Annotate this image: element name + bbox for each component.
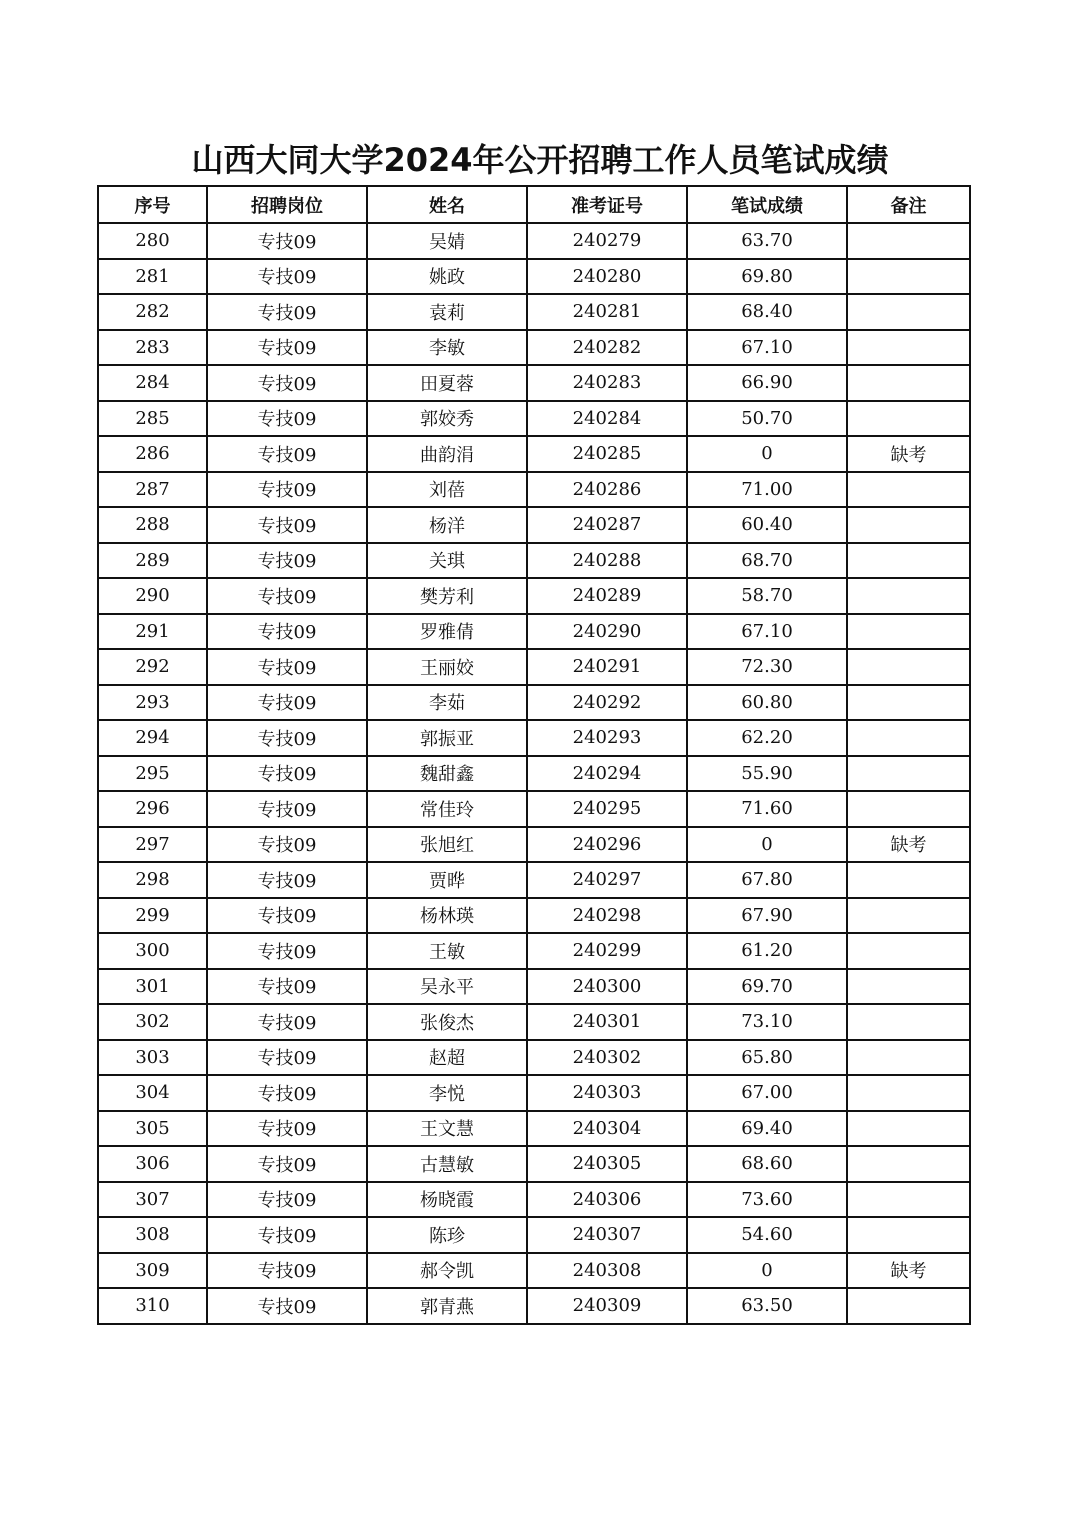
- cell-note: [847, 685, 970, 721]
- score-table: [97, 185, 971, 1325]
- cell-ticket: 240279: [527, 223, 687, 259]
- cell-note: [847, 472, 970, 508]
- cell-post: 专技09: [207, 827, 367, 863]
- table-row: [98, 1040, 970, 1076]
- cell-name: 郭青燕: [367, 1288, 527, 1324]
- cell-score: 50.70: [687, 401, 847, 437]
- cell-ticket: 240308: [527, 1253, 687, 1289]
- cell-note: 缺考: [847, 436, 970, 472]
- cell-note: [847, 1146, 970, 1182]
- cell-score: 68.60: [687, 1146, 847, 1182]
- cell-name: 张俊杰: [367, 1004, 527, 1040]
- cell-name: 杨晓霞: [367, 1182, 527, 1218]
- cell-seq: 283: [98, 330, 207, 366]
- cell-score: 58.70: [687, 578, 847, 614]
- cell-name: 吴婧: [367, 223, 527, 259]
- page-title: 山西大同大学2024年公开招聘工作人员笔试成绩: [191, 141, 889, 179]
- cell-ticket: 240285: [527, 436, 687, 472]
- table-row: [98, 1111, 970, 1147]
- cell-seq: 302: [98, 1004, 207, 1040]
- cell-note: [847, 898, 970, 934]
- cell-post: 专技09: [207, 472, 367, 508]
- cell-post: 专技09: [207, 862, 367, 898]
- cell-ticket: 240291: [527, 649, 687, 685]
- cell-post: 专技09: [207, 294, 367, 330]
- cell-post: 专技09: [207, 1111, 367, 1147]
- cell-note: [847, 649, 970, 685]
- cell-note: [847, 1075, 970, 1111]
- table-row: [98, 1288, 970, 1324]
- cell-ticket: 240287: [527, 507, 687, 543]
- cell-name: 曲韵涓: [367, 436, 527, 472]
- cell-seq: 292: [98, 649, 207, 685]
- cell-name: 赵超: [367, 1040, 527, 1076]
- cell-note: [847, 401, 970, 437]
- cell-ticket: 240304: [527, 1111, 687, 1147]
- cell-name: 李茹: [367, 685, 527, 721]
- cell-score: 69.80: [687, 259, 847, 295]
- cell-name: 王敏: [367, 933, 527, 969]
- cell-seq: 309: [98, 1253, 207, 1289]
- cell-note: 缺考: [847, 827, 970, 863]
- cell-seq: 308: [98, 1217, 207, 1253]
- cell-ticket: 240284: [527, 401, 687, 437]
- cell-ticket: 240306: [527, 1182, 687, 1218]
- cell-seq: 297: [98, 827, 207, 863]
- cell-ticket: 240282: [527, 330, 687, 366]
- table-row: [98, 1182, 970, 1218]
- table-row: [98, 543, 970, 579]
- cell-seq: 295: [98, 756, 207, 792]
- table-row: [98, 578, 970, 614]
- cell-ticket: 240300: [527, 969, 687, 1005]
- cell-name: 常佳玲: [367, 791, 527, 827]
- cell-seq: 310: [98, 1288, 207, 1324]
- cell-note: [847, 294, 970, 330]
- cell-seq: 290: [98, 578, 207, 614]
- cell-name: 李悦: [367, 1075, 527, 1111]
- cell-post: 专技09: [207, 1253, 367, 1289]
- cell-seq: 289: [98, 543, 207, 579]
- cell-name: 刘蓓: [367, 472, 527, 508]
- cell-score: 69.40: [687, 1111, 847, 1147]
- table-row: [98, 614, 970, 650]
- cell-name: 陈珍: [367, 1217, 527, 1253]
- cell-score: 61.20: [687, 933, 847, 969]
- cell-name: 杨林瑛: [367, 898, 527, 934]
- table-row: [98, 898, 970, 934]
- cell-post: 专技09: [207, 685, 367, 721]
- cell-post: 专技09: [207, 1004, 367, 1040]
- cell-seq: 286: [98, 436, 207, 472]
- cell-post: 专技09: [207, 1146, 367, 1182]
- cell-name: 罗雅倩: [367, 614, 527, 650]
- cell-note: [847, 933, 970, 969]
- cell-note: [847, 1040, 970, 1076]
- cell-score: 69.70: [687, 969, 847, 1005]
- cell-post: 专技09: [207, 649, 367, 685]
- cell-score: 67.90: [687, 898, 847, 934]
- cell-score: 63.50: [687, 1288, 847, 1324]
- cell-note: [847, 1182, 970, 1218]
- cell-score: 67.10: [687, 614, 847, 650]
- cell-ticket: 240305: [527, 1146, 687, 1182]
- cell-ticket: 240289: [527, 578, 687, 614]
- cell-post: 专技09: [207, 578, 367, 614]
- table-row: [98, 1146, 970, 1182]
- cell-name: 袁莉: [367, 294, 527, 330]
- cell-post: 专技09: [207, 507, 367, 543]
- cell-ticket: 240309: [527, 1288, 687, 1324]
- cell-post: 专技09: [207, 898, 367, 934]
- cell-name: 郭振亚: [367, 720, 527, 756]
- cell-name: 王丽姣: [367, 649, 527, 685]
- cell-note: [847, 578, 970, 614]
- cell-note: [847, 223, 970, 259]
- column-header-note: 备注: [847, 186, 970, 223]
- column-header-score: 笔试成绩: [687, 186, 847, 223]
- cell-seq: 294: [98, 720, 207, 756]
- table-row: [98, 969, 970, 1005]
- cell-name: 古慧敏: [367, 1146, 527, 1182]
- cell-seq: 287: [98, 472, 207, 508]
- cell-seq: 300: [98, 933, 207, 969]
- table-row: [98, 685, 970, 721]
- table-row: [98, 1217, 970, 1253]
- cell-score: 65.80: [687, 1040, 847, 1076]
- header-row: [98, 186, 970, 223]
- cell-score: 54.60: [687, 1217, 847, 1253]
- cell-ticket: 240297: [527, 862, 687, 898]
- cell-seq: 296: [98, 791, 207, 827]
- cell-post: 专技09: [207, 1075, 367, 1111]
- cell-seq: 305: [98, 1111, 207, 1147]
- column-header-name: 姓名: [367, 186, 527, 223]
- cell-note: [847, 756, 970, 792]
- cell-note: [847, 507, 970, 543]
- cell-post: 专技09: [207, 969, 367, 1005]
- cell-post: 专技09: [207, 1217, 367, 1253]
- cell-post: 专技09: [207, 791, 367, 827]
- cell-post: 专技09: [207, 933, 367, 969]
- cell-name: 吴永平: [367, 969, 527, 1005]
- cell-ticket: 240286: [527, 472, 687, 508]
- cell-post: 专技09: [207, 365, 367, 401]
- cell-seq: 307: [98, 1182, 207, 1218]
- cell-ticket: 240295: [527, 791, 687, 827]
- cell-seq: 280: [98, 223, 207, 259]
- table-row: [98, 1253, 970, 1289]
- cell-name: 姚政: [367, 259, 527, 295]
- cell-score: 60.80: [687, 685, 847, 721]
- column-header-post: 招聘岗位: [207, 186, 367, 223]
- cell-ticket: 240302: [527, 1040, 687, 1076]
- cell-score: 71.60: [687, 791, 847, 827]
- table-row: [98, 436, 970, 472]
- cell-seq: 284: [98, 365, 207, 401]
- cell-ticket: 240303: [527, 1075, 687, 1111]
- table-row: [98, 223, 970, 259]
- cell-name: 魏甜鑫: [367, 756, 527, 792]
- cell-post: 专技09: [207, 756, 367, 792]
- cell-score: 67.10: [687, 330, 847, 366]
- cell-ticket: 240298: [527, 898, 687, 934]
- cell-seq: 306: [98, 1146, 207, 1182]
- cell-score: 73.60: [687, 1182, 847, 1218]
- cell-seq: 293: [98, 685, 207, 721]
- cell-seq: 298: [98, 862, 207, 898]
- cell-ticket: 240301: [527, 1004, 687, 1040]
- table-row: [98, 720, 970, 756]
- table-row: [98, 1075, 970, 1111]
- cell-ticket: 240293: [527, 720, 687, 756]
- table-row: [98, 862, 970, 898]
- cell-seq: 299: [98, 898, 207, 934]
- cell-note: [847, 330, 970, 366]
- cell-name: 贾晔: [367, 862, 527, 898]
- cell-post: 专技09: [207, 330, 367, 366]
- table-row: [98, 294, 970, 330]
- table-row: [98, 791, 970, 827]
- cell-name: 田夏蓉: [367, 365, 527, 401]
- cell-ticket: 240292: [527, 685, 687, 721]
- column-header-seq: 序号: [98, 186, 207, 223]
- cell-note: [847, 1004, 970, 1040]
- cell-note: [847, 1288, 970, 1324]
- table-row: [98, 933, 970, 969]
- cell-ticket: 240283: [527, 365, 687, 401]
- cell-score: 73.10: [687, 1004, 847, 1040]
- cell-name: 樊芳利: [367, 578, 527, 614]
- table-row: [98, 756, 970, 792]
- cell-score: 67.80: [687, 862, 847, 898]
- cell-seq: 301: [98, 969, 207, 1005]
- cell-note: [847, 1111, 970, 1147]
- cell-note: [847, 720, 970, 756]
- table-body: [98, 223, 970, 1324]
- cell-note: [847, 614, 970, 650]
- cell-post: 专技09: [207, 720, 367, 756]
- cell-name: 杨洋: [367, 507, 527, 543]
- cell-score: 60.40: [687, 507, 847, 543]
- cell-score: 68.70: [687, 543, 847, 579]
- cell-seq: 288: [98, 507, 207, 543]
- cell-score: 66.90: [687, 365, 847, 401]
- cell-seq: 282: [98, 294, 207, 330]
- cell-post: 专技09: [207, 436, 367, 472]
- cell-seq: 285: [98, 401, 207, 437]
- cell-ticket: 240288: [527, 543, 687, 579]
- cell-post: 专技09: [207, 223, 367, 259]
- table-row: [98, 365, 970, 401]
- cell-seq: 291: [98, 614, 207, 650]
- cell-name: 关琪: [367, 543, 527, 579]
- cell-note: [847, 543, 970, 579]
- cell-seq: 304: [98, 1075, 207, 1111]
- table-header: [98, 186, 970, 223]
- cell-note: [847, 365, 970, 401]
- table-row: [98, 330, 970, 366]
- cell-post: 专技09: [207, 543, 367, 579]
- cell-note: [847, 969, 970, 1005]
- table-row: [98, 401, 970, 437]
- cell-score: 71.00: [687, 472, 847, 508]
- table-row: [98, 259, 970, 295]
- cell-name: 郭姣秀: [367, 401, 527, 437]
- cell-score: 62.20: [687, 720, 847, 756]
- cell-score: 0: [687, 436, 847, 472]
- cell-post: 专技09: [207, 1182, 367, 1218]
- cell-ticket: 240294: [527, 756, 687, 792]
- cell-note: [847, 259, 970, 295]
- table-row: [98, 827, 970, 863]
- cell-name: 张旭红: [367, 827, 527, 863]
- cell-score: 63.70: [687, 223, 847, 259]
- table-row: [98, 472, 970, 508]
- cell-score: 67.00: [687, 1075, 847, 1111]
- cell-post: 专技09: [207, 1040, 367, 1076]
- cell-score: 68.40: [687, 294, 847, 330]
- cell-score: 0: [687, 1253, 847, 1289]
- cell-name: 王文慧: [367, 1111, 527, 1147]
- cell-note: [847, 1217, 970, 1253]
- cell-ticket: 240299: [527, 933, 687, 969]
- cell-score: 0: [687, 827, 847, 863]
- cell-ticket: 240307: [527, 1217, 687, 1253]
- cell-score: 72.30: [687, 649, 847, 685]
- cell-post: 专技09: [207, 1288, 367, 1324]
- cell-note: [847, 862, 970, 898]
- cell-ticket: 240280: [527, 259, 687, 295]
- cell-post: 专技09: [207, 259, 367, 295]
- cell-name: 李敏: [367, 330, 527, 366]
- cell-score: 55.90: [687, 756, 847, 792]
- cell-ticket: 240296: [527, 827, 687, 863]
- cell-post: 专技09: [207, 401, 367, 437]
- cell-post: 专技09: [207, 614, 367, 650]
- column-header-ticket: 准考证号: [527, 186, 687, 223]
- table-row: [98, 1004, 970, 1040]
- table-row: [98, 649, 970, 685]
- cell-seq: 303: [98, 1040, 207, 1076]
- cell-note: 缺考: [847, 1253, 970, 1289]
- cell-seq: 281: [98, 259, 207, 295]
- cell-name: 郝令凯: [367, 1253, 527, 1289]
- cell-ticket: 240290: [527, 614, 687, 650]
- cell-note: [847, 791, 970, 827]
- table-row: [98, 507, 970, 543]
- cell-ticket: 240281: [527, 294, 687, 330]
